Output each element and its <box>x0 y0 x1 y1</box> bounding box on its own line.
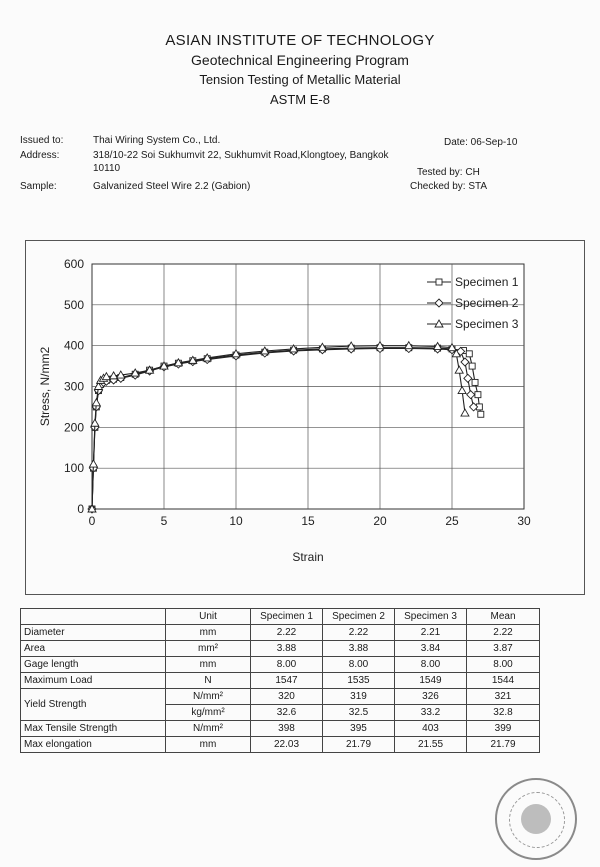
table-row <box>21 737 540 753</box>
institute-title: ASIAN INSTITUTE OF TECHNOLOGY <box>165 32 435 49</box>
value-cell: 8.00 <box>395 657 467 673</box>
table-row <box>21 657 540 673</box>
unit-cell: N <box>166 673 251 689</box>
value-cell: 1535 <box>323 673 395 689</box>
standard-title: ASTM E-8 <box>270 92 330 107</box>
value-cell: 22.03 <box>251 737 323 753</box>
column-header: Mean <box>467 609 540 625</box>
unit-cell: N/mm² <box>166 689 251 705</box>
table-row <box>21 625 540 641</box>
y-axis-label: Stress, N/mm2 <box>38 346 52 427</box>
data-point <box>469 363 475 369</box>
x-tick-label: 20 <box>373 514 387 528</box>
x-tick-label: 0 <box>88 514 96 528</box>
x-tick-label: 30 <box>517 514 531 528</box>
value-cell: 33.2 <box>395 705 467 721</box>
legend <box>427 275 519 331</box>
column-header <box>21 609 166 625</box>
institute-seal <box>495 778 577 860</box>
program-title: Geotechnical Engineering Program <box>191 52 409 68</box>
value-cell: 398 <box>251 721 323 737</box>
value-cell: 319 <box>323 689 395 705</box>
value-cell: 395 <box>323 721 395 737</box>
unit-cell: mm <box>166 625 251 641</box>
tested-by: Tested by: CH <box>417 167 480 178</box>
results-table <box>20 608 540 753</box>
data-point <box>475 392 481 398</box>
checked-by: Checked by: STA <box>410 181 488 192</box>
value-cell: 21.79 <box>467 737 540 753</box>
legend-label: Specimen 3 <box>455 317 519 331</box>
table-header-row <box>21 609 540 625</box>
data-point <box>478 411 484 417</box>
y-tick-label: 300 <box>63 379 84 394</box>
table-row <box>21 721 540 737</box>
y-tick-label: 500 <box>63 297 84 312</box>
value-cell: 320 <box>251 689 323 705</box>
y-tick-label: 600 <box>63 257 84 271</box>
row-label: Max Tensile Strength <box>21 721 166 737</box>
value-cell: 2.21 <box>395 625 467 641</box>
row-label: Maximum Load <box>21 673 166 689</box>
test-title: Tension Testing of Metallic Material <box>199 72 401 87</box>
table-row <box>21 673 540 689</box>
y-tick-label: 0 <box>77 502 84 516</box>
issued-to-label: Issued to: <box>20 135 64 146</box>
value-cell: 2.22 <box>251 625 323 641</box>
x-tick-label: 10 <box>229 514 243 528</box>
value-cell: 8.00 <box>251 657 323 673</box>
row-label: Yield Strength <box>21 689 166 721</box>
value-cell: 3.87 <box>467 641 540 657</box>
address-label: Address: <box>20 150 60 161</box>
value-cell: 32.8 <box>467 705 540 721</box>
value-cell: 32.6 <box>251 705 323 721</box>
value-cell: 2.22 <box>467 625 540 641</box>
unit-cell: kg/mm² <box>166 705 251 721</box>
legend-label: Specimen 2 <box>455 296 519 310</box>
column-header: Specimen 1 <box>251 609 323 625</box>
value-cell: 3.88 <box>251 641 323 657</box>
data-point <box>466 351 472 357</box>
column-header: Unit <box>166 609 251 625</box>
row-label: Max elongation <box>21 737 166 753</box>
unit-cell: mm² <box>166 641 251 657</box>
table-row <box>21 689 540 705</box>
value-cell: 1549 <box>395 673 467 689</box>
legend-label: Specimen 1 <box>455 275 519 289</box>
column-header: Specimen 2 <box>323 609 395 625</box>
row-label: Area <box>21 641 166 657</box>
unit-cell: mm <box>166 737 251 753</box>
y-tick-label: 100 <box>63 461 84 476</box>
x-tick-label: 5 <box>160 514 168 528</box>
value-cell: 399 <box>467 721 540 737</box>
sample-value: Galvanized Steel Wire 2.2 (Gabion) <box>93 181 251 192</box>
column-header: Specimen 3 <box>395 609 467 625</box>
value-cell: 8.00 <box>467 657 540 673</box>
x-axis-label: Strain <box>292 550 324 564</box>
unit-cell: mm <box>166 657 251 673</box>
value-cell: 21.55 <box>395 737 467 753</box>
value-cell: 326 <box>395 689 467 705</box>
address-line2: 10110 <box>93 163 121 174</box>
value-cell: 1547 <box>251 673 323 689</box>
table-row <box>21 641 540 657</box>
y-tick-label: 400 <box>63 338 84 353</box>
unit-cell: N/mm² <box>166 721 251 737</box>
value-cell: 3.88 <box>323 641 395 657</box>
stress-strain-chart <box>25 240 585 595</box>
value-cell: 21.79 <box>323 737 395 753</box>
issued-to-value: Thai Wiring System Co., Ltd. <box>93 135 221 146</box>
value-cell: 2.22 <box>323 625 395 641</box>
value-cell: 8.00 <box>323 657 395 673</box>
row-label: Diameter <box>21 625 166 641</box>
value-cell: 1544 <box>467 673 540 689</box>
value-cell: 3.84 <box>395 641 467 657</box>
address-line1: 318/10-22 Soi Sukhumvit 22, Sukhumvit Road,Klongtoey, Bangkok <box>93 150 389 161</box>
date: Date: 06-Sep-10 <box>444 137 518 148</box>
value-cell: 321 <box>467 689 540 705</box>
x-tick-label: 25 <box>445 514 459 528</box>
y-tick-label: 200 <box>63 420 84 435</box>
row-label: Gage length <box>21 657 166 673</box>
data-point <box>472 379 478 385</box>
x-tick-label: 15 <box>301 514 315 528</box>
sample-label: Sample: <box>20 181 57 192</box>
legend-marker <box>436 279 442 285</box>
value-cell: 403 <box>395 721 467 737</box>
value-cell: 32.5 <box>323 705 395 721</box>
